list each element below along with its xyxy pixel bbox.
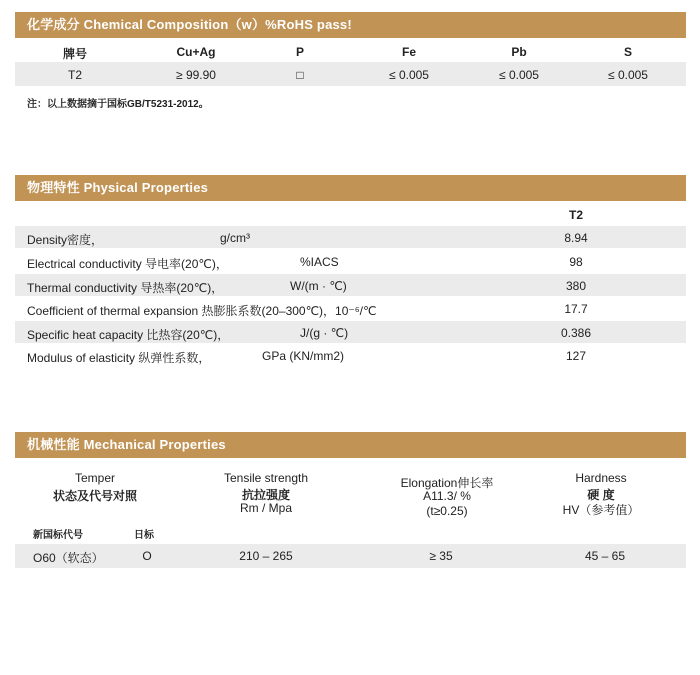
physical-section-header: 物理特性 Physical Properties xyxy=(15,175,686,201)
mech-tensile-unit: Rm / Mpa xyxy=(239,501,293,515)
mech-sub-jp-code: 日标 xyxy=(134,530,154,541)
phys-unit-thermal: W/(m · ℃) xyxy=(290,279,347,293)
chem-cell-pb: ≤ 0.005 xyxy=(499,68,539,82)
mech-elongation-cond: (t≥0.25) xyxy=(426,504,468,518)
chem-note: 注：以上数据摘于国标GB/T5231-2012。 xyxy=(27,99,209,110)
phys-value-expansion: 17.7 xyxy=(564,302,588,316)
phys-name-expansion: Coefficient of thermal expansion 热膨胀系数(20–300℃)，10⁻⁶/℃ xyxy=(27,304,377,318)
phys-name-modulus: Modulus of elasticity 纵弹性系数， xyxy=(27,351,211,365)
phys-col-header: T2 xyxy=(568,208,584,222)
mech-hardness-cn: 硬 度 xyxy=(587,488,615,502)
chemical-section-header: 化学成分 Chemical Composition（w）%RoHS pass! xyxy=(15,12,686,38)
chem-cell-s: ≤ 0.005 xyxy=(608,68,648,82)
mech-cell-hardness: 45 – 65 xyxy=(584,549,626,563)
phys-unit-electrical: %IACS xyxy=(300,255,339,269)
chem-cell-grade: T2 xyxy=(67,68,83,82)
phys-name-electrical: Electrical conductivity 导电率(20℃)， xyxy=(27,257,228,271)
phys-value-thermal: 380 xyxy=(565,279,587,293)
mech-hardness-en: Hardness xyxy=(575,471,627,485)
chem-header-grade: 牌号 xyxy=(62,47,88,61)
chem-header-pb: Pb xyxy=(511,45,527,59)
mech-tensile-cn: 抗拉强度 xyxy=(241,488,291,502)
chem-header-fe: Fe xyxy=(401,45,417,59)
mech-temper-cn: 状态及代号对照 xyxy=(52,489,138,503)
phys-unit-specific-heat: J/(g · ℃) xyxy=(300,326,349,340)
mech-cell-code: O60（软态） xyxy=(33,551,104,565)
phys-value-modulus: 127 xyxy=(565,349,587,363)
mech-cell-elongation: ≥ 35 xyxy=(429,549,453,563)
phys-name-thermal: Thermal conductivity 导热率(20℃)， xyxy=(27,281,224,295)
chem-row-shade xyxy=(15,62,686,86)
phys-value-specific-heat: 0.386 xyxy=(560,326,592,340)
chem-cell-cuag: ≥ 99.90 xyxy=(176,68,216,82)
chem-cell-fe: ≤ 0.005 xyxy=(389,68,429,82)
mech-cell-tensile: 210 – 265 xyxy=(239,549,293,563)
phys-value-density: 8.94 xyxy=(564,231,588,245)
mech-cell-jp: O xyxy=(142,549,152,563)
phys-name-density: Density密度， xyxy=(27,233,104,247)
mech-temper-en: Temper xyxy=(74,471,116,485)
phys-name-specific-heat: Specific heat capacity 比热容(20℃)， xyxy=(27,328,230,342)
mech-elongation-en: Elongation伸长率 xyxy=(400,476,494,490)
phys-unit-density: g/cm³ xyxy=(220,231,250,245)
phys-unit-modulus: GPa (KN/mm2) xyxy=(262,349,345,363)
mech-tensile-en: Tensile strength xyxy=(223,471,309,485)
mechanical-section-header: 机械性能 Mechanical Properties xyxy=(15,432,686,458)
mech-sub-new-code: 新国标代号 xyxy=(33,530,83,541)
mech-hardness-unit: HV（参考值） xyxy=(562,503,640,517)
phys-value-electrical: 98 xyxy=(569,255,583,269)
mech-elongation-sym: A11.3/ % xyxy=(423,489,471,503)
chem-header-cuag: Cu+Ag xyxy=(176,45,216,59)
chem-header-s: S xyxy=(623,45,633,59)
chem-header-p: P xyxy=(295,45,305,59)
chem-cell-p: □ xyxy=(296,68,304,82)
